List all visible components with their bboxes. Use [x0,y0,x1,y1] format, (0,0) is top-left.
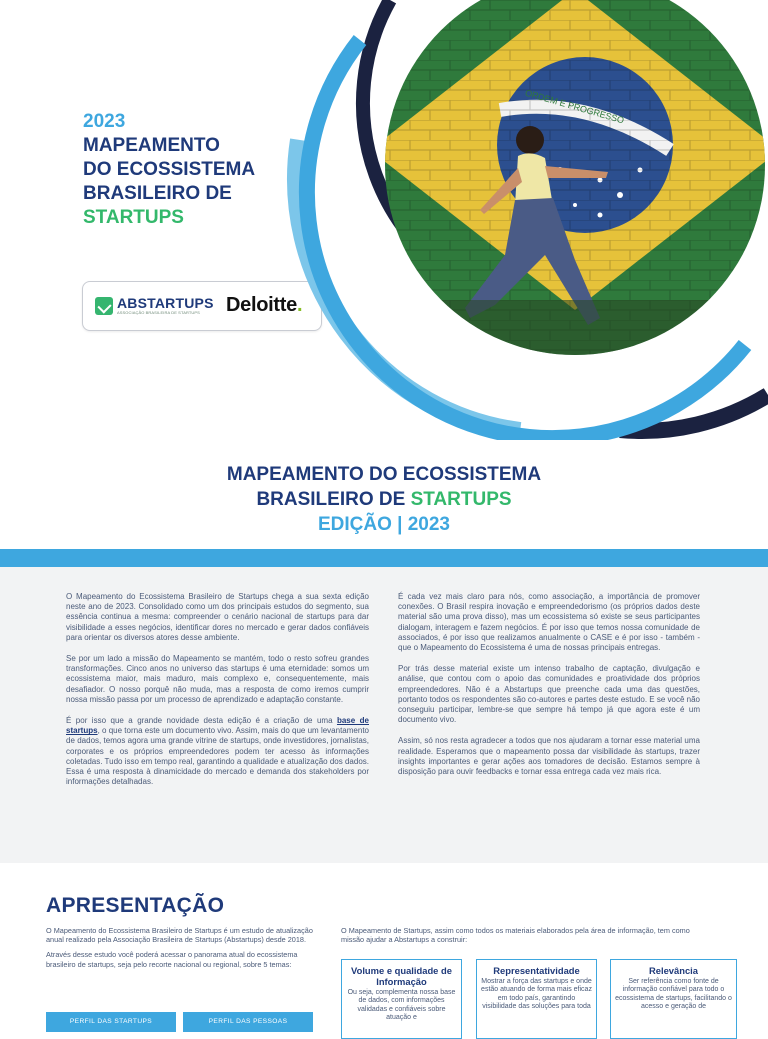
card-volume-qualidade [341,959,462,1039]
cover-title-line-1: MAPEAMENTO [83,135,220,156]
intro-paragraph: O Mapeamento do Ecossistema Brasileiro de Startups chega a sua sexta edição neste ano de 2023. Consolidado como um dos principais estudos do segmento, sua essência continua a mesma: compreender o cenário nacional de startups para dar visibilidade a esses negócios, identificar dores no mercado e gerar dados confiáveis para orientar os diversos atores desse ambiente. [66,592,369,642]
intro-column-left [66,592,369,798]
card-relevancia [610,959,737,1039]
cover-title-line-2: DO ECOSSISTEMA [83,159,256,180]
perfil-pessoas-button[interactable]: PERFIL DAS PESSOAS [183,1012,313,1032]
abstartups-tagline: ASSOCIAÇÃO BRASILEIRA DE STARTUPS [117,310,200,315]
apresentacao-title: APRESENTAÇÃO [46,894,225,917]
blue-divider [0,549,768,567]
cover-title-line-4: STARTUPS [83,207,184,228]
apresentacao-left-text [46,926,314,975]
deloitte-wordmark: Deloitte [226,294,297,316]
intro-column-right [398,592,700,788]
intro-paragraph: É por isso que a grande novidade desta edição é a criação de uma base de startups, o que torna este um documento vivo. Assim, mais do que um levantamento de dados, temos agora uma grande vitrine de startups, onde investidores, jornalistas, corporates e os próprios empreendedores podem ter acesso às informações coletadas. Tudo isso em tempo real, garantindo a qualidade e atualização dos dados. Essa é uma resposta à dinamicidade do mercado e demanda dos stakeholders por informações detalhadas. [66,716,369,787]
card-title: Relevância [649,965,698,976]
section-title [0,462,768,537]
section-title-line-2-a: BRASILEIRO DE [256,489,411,510]
section-title-line-2 [0,487,768,512]
perfil-startups-button[interactable]: PERFIL DAS STARTUPS [46,1012,176,1032]
cover-photo-graphic [0,0,768,440]
card-representatividade [476,959,597,1039]
card-description: Mostrar a força das startups e onde estão atuando de forma mais eficaz em todo país, garantindo visibilidade das soluções para toda [481,978,592,1011]
apresentacao-paragraph: Através desse estudo você poderá acessar o panorama atual do ecossistema brasileiro de startups, seja pelo recorte nacional ou regional, sobre 5 temas: [46,950,298,969]
section-title-line-1: MAPEAMENTO DO ECOSSISTEMA [226,464,542,485]
brazil-flag-photo [360,0,768,380]
abstartups-wordmark: ABSTARTUPS [117,295,214,311]
card-description: Ser referência como fonte de informação confiável para todo o ecossistema de startups, facilitando o acesso e geração de [615,978,732,1011]
card-description: Ou seja, complementa nossa base de dados, com informações validadas e confiáveis sobre atuação e [347,989,456,1022]
apresentacao-right-text: O Mapeamento de Startups, assim como todos os materiais elaborados pela área de informação, tem como missão ajudar a Abstartups a construir: [341,926,690,945]
edition-label: EDIÇÃO | 2023 [317,514,451,535]
startups-base-link[interactable]: base de startups [66,716,369,736]
section-title-line-2-b: STARTUPS [410,489,512,510]
deloitte-dot: . [296,294,303,316]
card-title: Representatividade [493,965,580,976]
intro-paragraph: Assim, só nos resta agradecer a todos que nos ajudaram a tornar esse material uma realidade. Esperamos que o mapeamento possa dar visibilidade às startups, trazer insights importantes e gerar ações aos tomadores de decisão. Estamos sempre à disposição para ouvir feedbacks e tornar essa entrega cada vez mais rica. [398,736,700,777]
cover-title-line-3: BRASILEIRO DE [83,183,232,204]
intro-paragraph: É cada vez mais claro para nós, como associação, a importância de promover conexões. O Brasil respira inovação e empreendedorismo (os próprios dados deste material são uma prova disso), mas um ecossistema só existe se seus participantes dialogam, interagem e fazem negócios. É por isso que temos nossa comunidade de associados, é por isso que realizamos anualmente o CASE e é por isso - também - que o Mapeamento do Ecossistema é uma de nossas principais entregas. [398,592,700,653]
card-title: Volume e qualidade de Informação [351,965,452,987]
intro-paragraph: Por trás desse material existe um intenso trabalho de captação, divulgação e análise, que contou com o apoio das comunidades e proatividade dos próprios empreendedores. Não é a Abstartups que preenche cada uma das questões, portanto todos os respondentes são co-autores e partes deste estudo. E se você não conseguiu participar, lembre-se que sempre há tempo já que agora este é um documento vivo. [398,664,700,725]
intro-paragraph: Se por um lado a missão do Mapeamento se mantém, todo o resto sofreu grandes transformações. Cinco anos no universo das startups é uma eternidade: somos um ecossistema maior, mais maduro, mais complexo e, consequentemente, mais desafiador. O nosso porquê não muda, mas a resposta de como iremos cumprir nossa missão passa por um processo de aprendizado e adaptação constante. [66,654,369,704]
cover-year: 2023 [83,111,126,132]
apresentacao-paragraph: O Mapeamento do Ecossistema Brasileiro de Startups é um estudo de atualização anual realizado pela Associação Brasileira de Startups (Abstartups) desde 2018. [46,926,313,945]
